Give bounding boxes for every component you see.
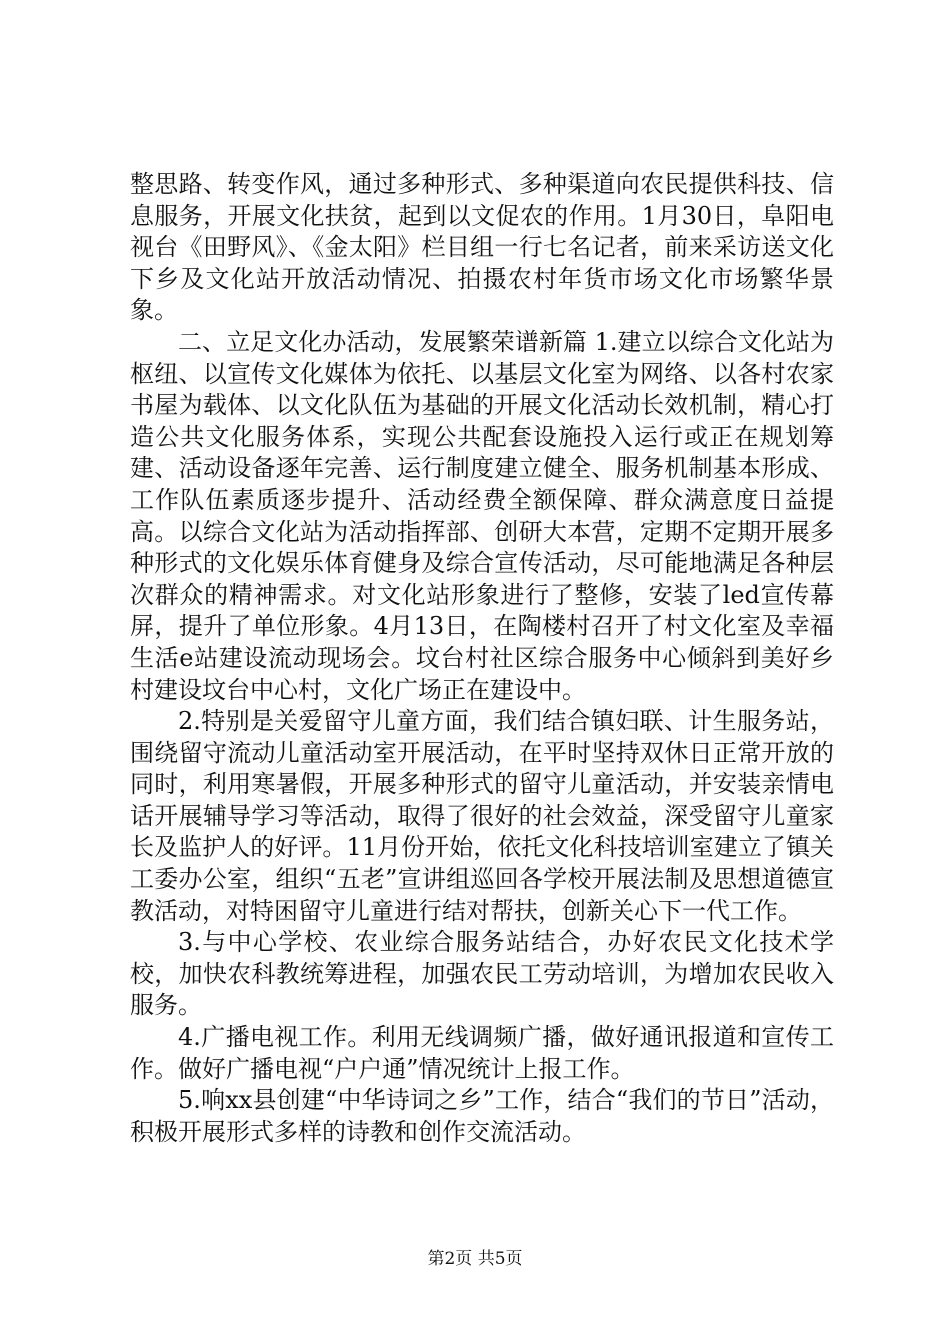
paragraph-5: 4.广播电视工作。利用无线调频广播，做好通讯报道和宣传工作。做好广播电视“户户通”情况统计上报工作。 bbox=[130, 1023, 834, 1083]
paragraph-3: 2.特别是关爱留守儿童方面，我们结合镇妇联、计生服务站，围绕留守流动儿童活动室开展活动，在平时坚持双休日正常开放的同时，利用寒暑假，开展多种形式的留守儿童活动，并安装亲情电话开展辅导学习等活动，取得了很好的社会效益，深受留守儿童家长及监护人的好评。11月份开始，依托文化科技培训室建立了镇关工委办公室，组织“五老”宣讲组巡回各学校开展法制及思想道德宣教活动，对特困留守儿童进行结对帮扶，创新关心下一代工作。 bbox=[130, 707, 834, 925]
document-body bbox=[130, 169, 834, 1148]
paragraph-1: 整思路、转变作风，通过多种形式、多种渠道向农民提供科技、信息服务，开展文化扶贫，起到以文促农的作用。1月30日，阜阳电视台《田野风》、《金太阳》栏目组一行七名记者，前来采访送文化下乡及文化站开放活动情况、拍摄农村年货市场文化市场繁华景象。 bbox=[130, 170, 834, 325]
paragraph-6: 5.响xx县创建“中华诗词之乡”工作，结合“我们的节日”活动，积极开展形式多样的诗教和创作交流活动。 bbox=[130, 1086, 834, 1146]
paragraph-2: 二、立足文化办活动，发展繁荣谱新篇 1.建立以综合文化站为枢纽、以宣传文化媒体为依托、以基层文化室为网络、以各村农家书屋为载体、以文化队伍为基础的开展文化活动长效机制，精心打造公共文化服务体系，实现公共配套设施投入运行或正在规划筹建、活动设备逐年完善、运行制度建立健全、服务机制基本形成、工作队伍素质逐步提升、活动经费全额保障、群众满意度日益提高。以综合文化站为活动指挥部、创研大本营，定期不定期开展多种形式的文化娱乐体育健身及综合宣传活动，尽可能地满足各种层次群众的精神需求。对文化站形象进行了整修，安装了led宣传幕屏，提升了单位形象。4月13日，在陶楼村召开了村文化室及幸福生活e站建设流动现场会。坟台村社区综合服务中心倾斜到美好乡村建设坟台中心村，文化广场正在建设中。 bbox=[130, 327, 834, 704]
page-footer: 第2页 共5页 bbox=[427, 1249, 523, 1269]
paragraph-4: 3.与中心学校、农业综合服务站结合，办好农民文化技术学校，加快农科教统筹进程，加强农民工劳动培训，为增加农民收入服务。 bbox=[130, 928, 834, 1020]
